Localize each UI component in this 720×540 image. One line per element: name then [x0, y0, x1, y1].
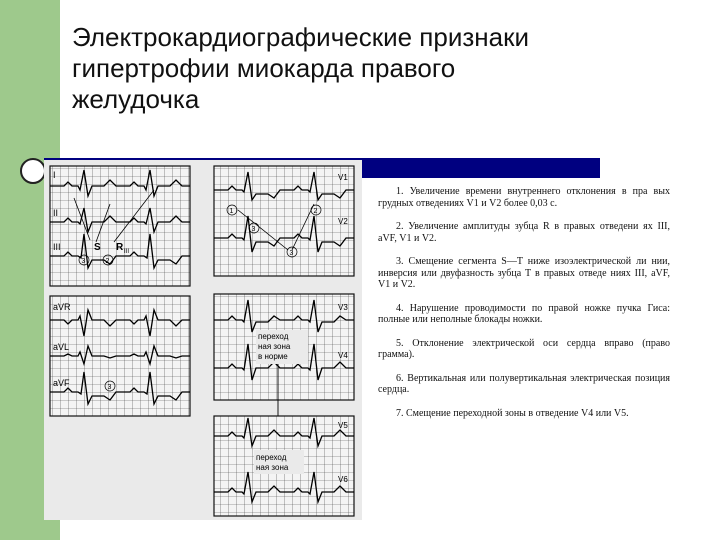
lead-label-V5: V5 — [338, 421, 348, 430]
circle-number-7: 3 — [289, 250, 294, 257]
lead-label-V3: V3 — [338, 303, 348, 312]
transition-zone-normal-line-3: в норме — [258, 352, 288, 361]
transition-zone-line-1: переход — [256, 453, 287, 462]
lead-label-V2: V2 — [338, 217, 348, 226]
criterion-3: 3. Смещение сегмента S—T ниже изоэлектрической ли нии, инверсия или двуфазность зубца Т в правых отведе ниях III, aVF, V1 и V2. — [378, 256, 670, 290]
lead-label-aVF: aVF — [53, 378, 70, 388]
slide-title — [72, 22, 672, 115]
panel-precordial-right — [214, 166, 354, 276]
criterion-1: 1. Увеличение времени внутреннего отклонения в пра вых грудных отведениях V1 и V2 более 0,03 с. — [378, 186, 670, 209]
circle-number-3: 3 — [107, 384, 112, 391]
criterion-2: 2. Увеличение амплитуды зубца R в правых отведени ях III, aVF, V1 и V2. — [378, 221, 670, 244]
circle-number-6: 3 — [251, 226, 256, 233]
ecg-figure — [44, 160, 362, 520]
criterion-7: 7. Смещение переходной зоны в отведение V4 или V5. — [396, 407, 629, 419]
criterion-6: 6. Вертикальная или полувертикальная электрическая позиция сердца. — [378, 372, 670, 395]
criteria-list — [378, 186, 670, 431]
criterion-4: 4. Нарушение проводимости по правой ножке пучка Гиса: полные или неполные блокады ножки. — [378, 302, 670, 325]
lead-label-aVR: aVR — [53, 302, 71, 312]
title-line-1: Электрокардиографические признаки — [72, 22, 529, 52]
panel-limb-leads — [50, 166, 190, 286]
panel-augmented-leads — [50, 296, 190, 416]
lead-label-I: I — [53, 170, 56, 180]
circle-number-2: 2 — [105, 258, 110, 265]
ecg-figure-svg — [44, 160, 362, 520]
lead-label-aVL: aVL — [53, 342, 70, 352]
title-line-3: желудочка — [72, 84, 200, 114]
lead-label-V1: V1 — [338, 173, 348, 182]
lead-label-V6: V6 — [338, 475, 348, 484]
lead-label-II: II — [53, 208, 59, 218]
transition-zone-normal-line-1: переход — [258, 332, 289, 341]
lead-label-III: III — [53, 242, 61, 252]
circle-number-5: 2 — [313, 208, 318, 215]
lead-label-V4: V4 — [338, 351, 348, 360]
criterion-5: 5. Отклонение электрической оси сердца вправо (право грамма). — [378, 337, 670, 360]
wave-label-r-subscript: III — [124, 249, 130, 255]
circle-number-1: 3 — [81, 258, 86, 265]
transition-zone-normal-line-2: ная зона — [258, 342, 291, 351]
circle-number-4: 1 — [229, 208, 234, 215]
bullet-circle-icon — [20, 158, 46, 184]
wave-label-s: S — [94, 242, 101, 253]
transition-zone-line-2: ная зона — [256, 463, 289, 472]
wave-label-r: R — [116, 242, 124, 253]
title-line-2: гипертрофии миокарда правого — [72, 53, 456, 83]
